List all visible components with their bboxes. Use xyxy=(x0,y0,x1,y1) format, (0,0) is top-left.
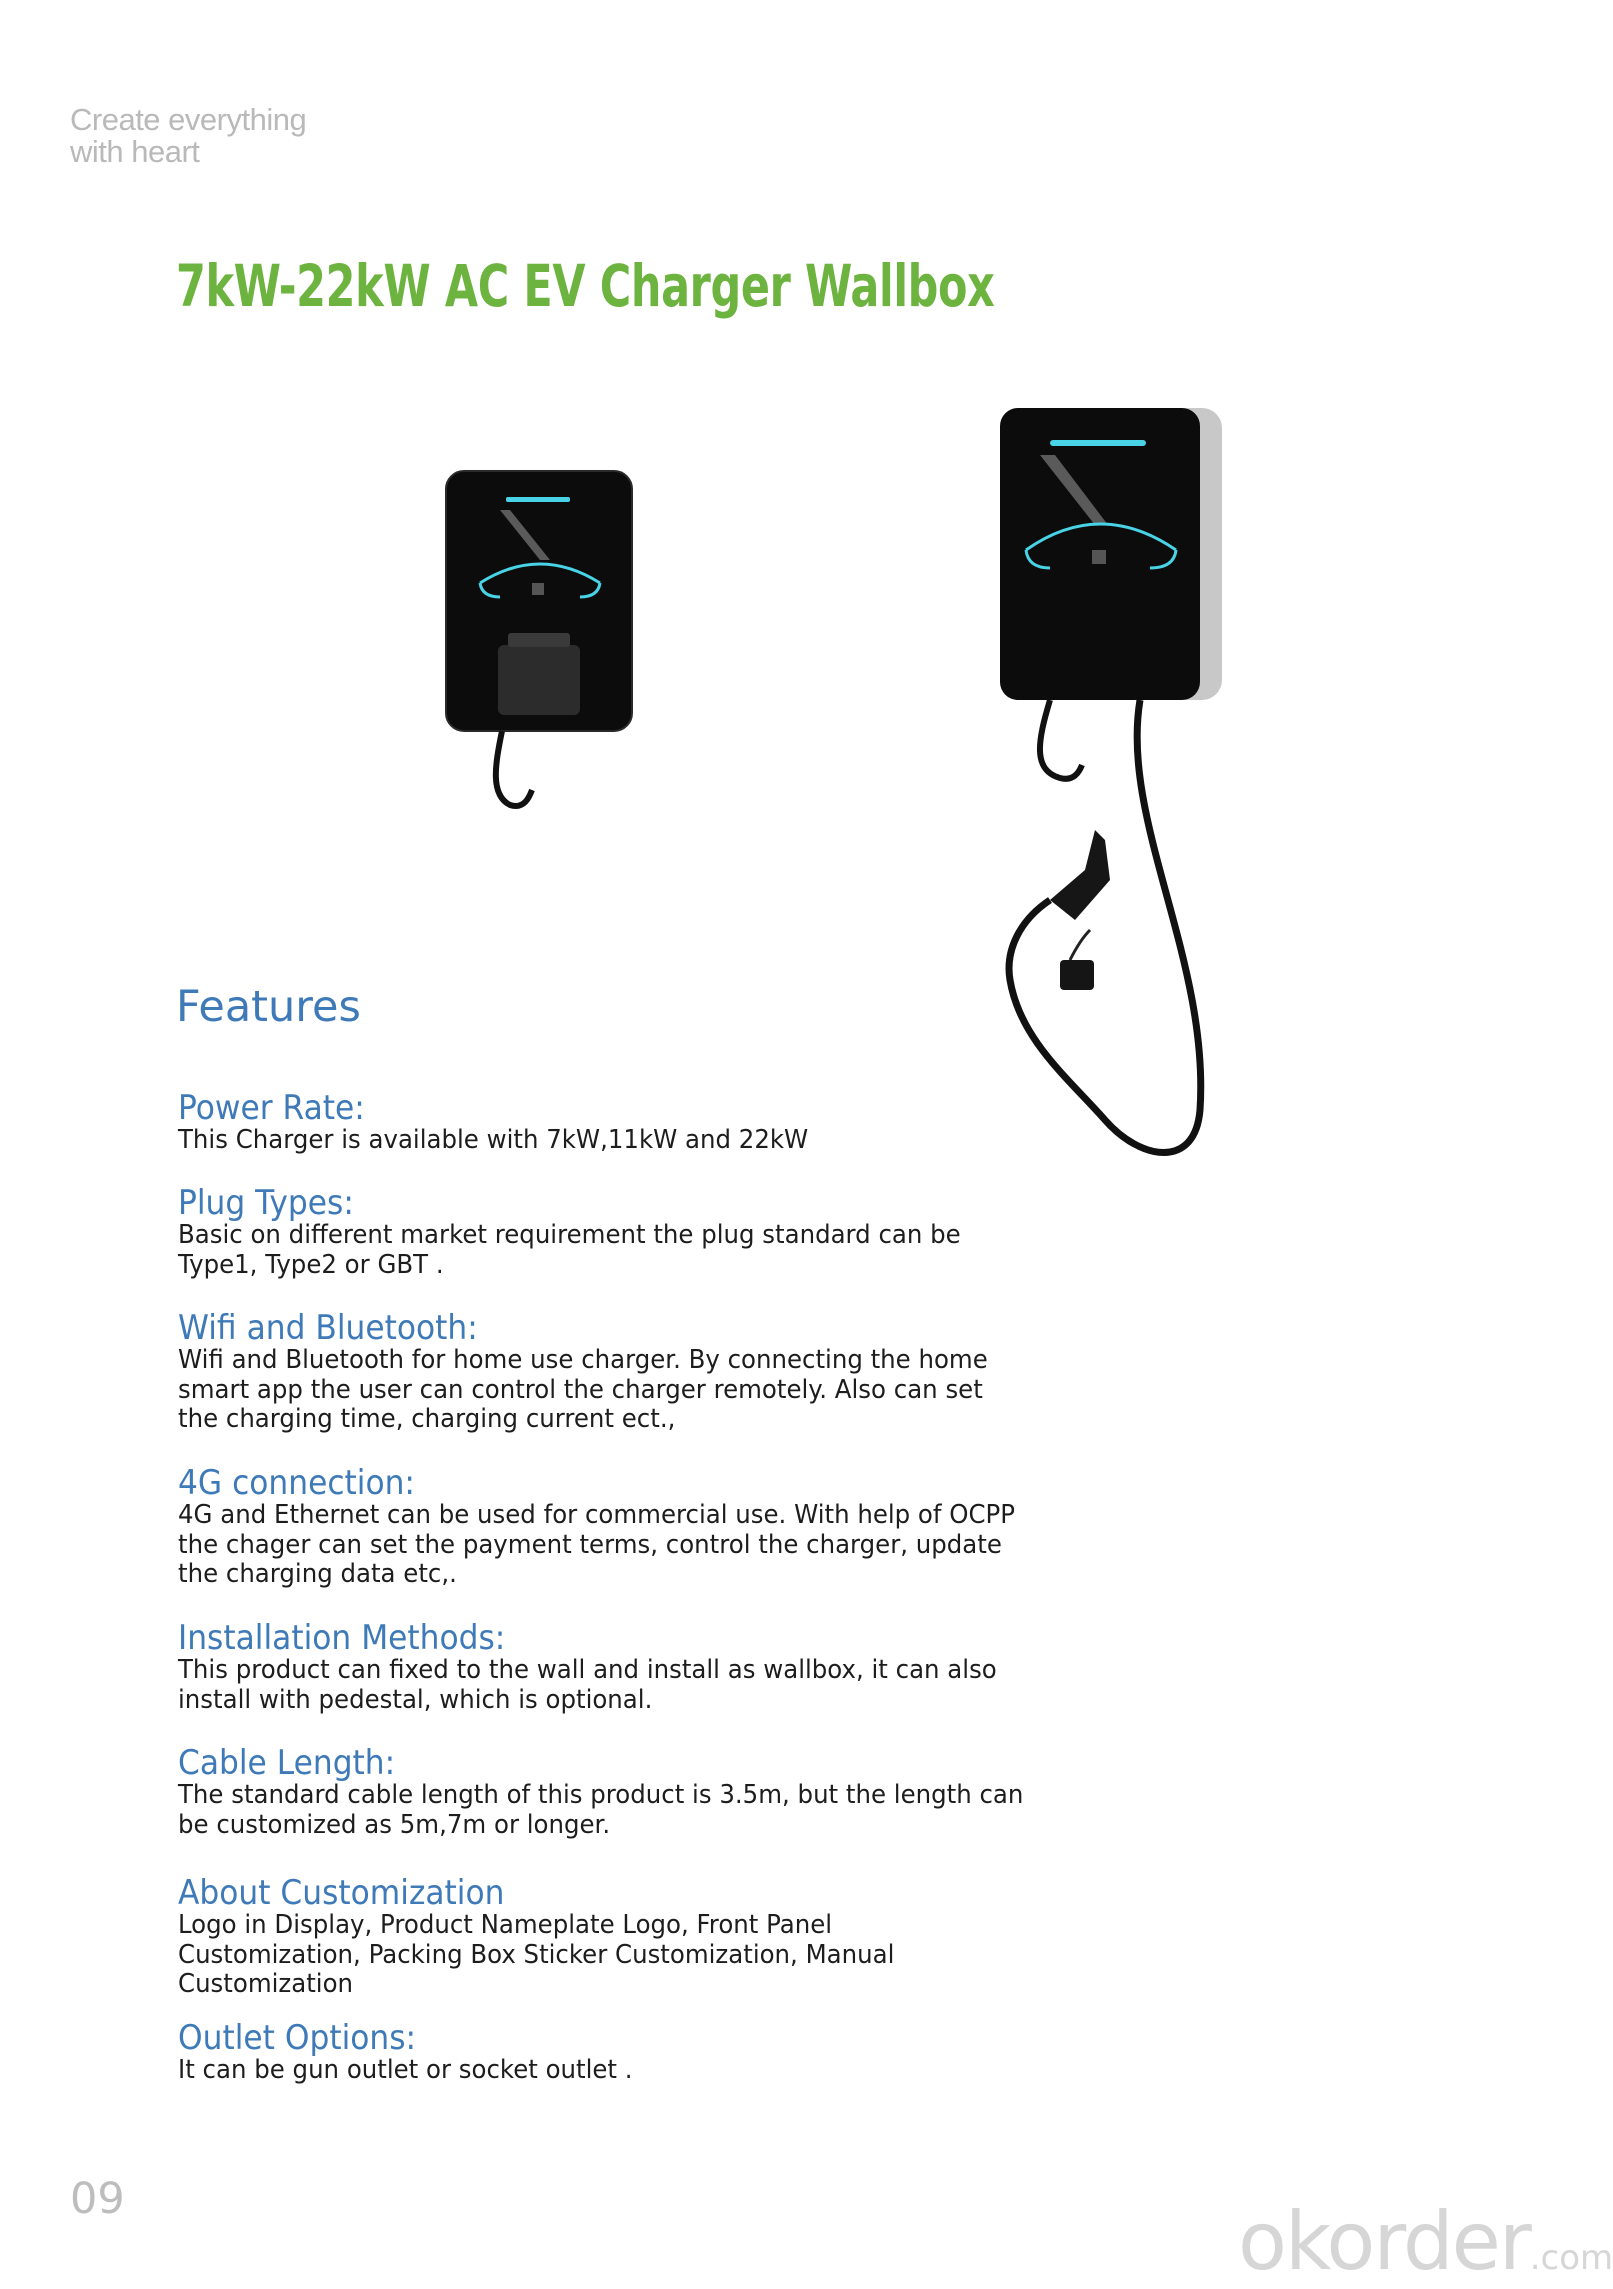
okorder-watermark xyxy=(1238,2195,1613,2288)
feature-body: It can be gun outlet or socket outlet . xyxy=(178,2055,633,2085)
features-heading: Features xyxy=(176,982,361,1032)
feature-heading: Installation Methods: xyxy=(178,1618,506,1658)
feature-body: This Charger is available with 7kW,11kW and 22kW xyxy=(178,1125,809,1155)
feature-installation-methods xyxy=(178,1620,1098,1715)
page-number: 09 xyxy=(70,2174,125,2224)
feature-body: 4G and Ethernet can be used for commercial use. With help of OCPP the chager can set the payment terms, control the charger, update the charging data etc,. xyxy=(178,1500,1016,1589)
feature-power-rate xyxy=(178,1090,1098,1156)
feature-plug-types xyxy=(178,1185,1098,1280)
watermark-main: okorder xyxy=(1238,2195,1530,2288)
feature-heading: Power Rate: xyxy=(178,1088,365,1128)
watermark-suffix: .com xyxy=(1529,2238,1613,2278)
tagline xyxy=(70,104,306,168)
feature-heading: Wifi and Bluetooth: xyxy=(178,1308,478,1348)
feature-heading: Outlet Options: xyxy=(178,2018,417,2058)
feature-body: This product can fixed to the wall and install as wallbox, it can also install with pedestal, which is optional. xyxy=(178,1655,997,1715)
feature-4g-connection xyxy=(178,1465,1098,1590)
feature-heading: Plug Types: xyxy=(178,1183,354,1223)
tagline-line-2: with heart xyxy=(70,134,200,169)
feature-body: Basic on different market requirement the plug standard can be Type1, Type2 or GBT . xyxy=(178,1220,961,1280)
feature-heading: Cable Length: xyxy=(178,1743,396,1783)
feature-body: Wifi and Bluetooth for home use charger. By connecting the home smart app the user can control the charger remotely. Also can set the charging time, charging current ect., xyxy=(178,1345,988,1434)
feature-heading: About Customization xyxy=(178,1873,505,1913)
feature-body: The standard cable length of this product is 3.5m, but the length can be customized as 5m,7m or longer. xyxy=(178,1780,1024,1840)
feature-heading: 4G connection: xyxy=(178,1463,415,1503)
tagline-line-1: Create everything xyxy=(70,102,307,137)
page-title: 7kW-22kW AC EV Charger Wallbox xyxy=(176,252,995,320)
feature-wifi-bluetooth xyxy=(178,1310,1098,1435)
feature-about-customization xyxy=(178,1875,1098,2000)
socket-charger-image xyxy=(440,465,640,815)
gun-charger-image xyxy=(990,400,1250,1180)
feature-outlet-options xyxy=(178,2020,1098,2086)
feature-body: Logo in Display, Product Nameplate Logo, Front Panel Customization, Packing Box Sticker Customization, Manual Customization xyxy=(178,1910,895,1999)
feature-cable-length xyxy=(178,1745,1098,1840)
